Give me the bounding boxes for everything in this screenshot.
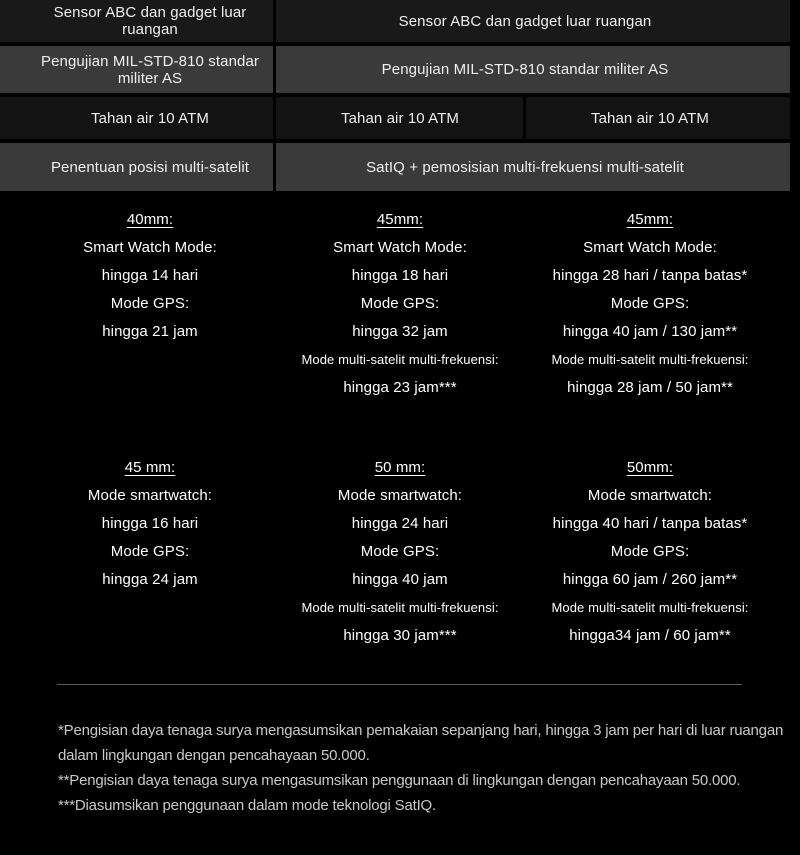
feature-row-positioning xyxy=(0,143,790,191)
battery-line: hingga 24 jam xyxy=(102,570,198,588)
footnotes xyxy=(58,718,800,818)
feature-cell: Pengujian MIL-STD-810 standar militer AS xyxy=(40,52,259,87)
battery-size-header: 40mm: xyxy=(126,210,174,228)
feature-row-water-rating xyxy=(0,97,790,139)
battery-size-header: 45mm: xyxy=(626,210,674,228)
feature-cell: Sensor ABC dan gadget luar ruangan xyxy=(398,12,652,30)
feature-cell: SatIQ + pemosisian multi-frekuensi multi-satelit xyxy=(366,158,684,176)
battery-row-2 xyxy=(0,453,800,649)
footnote-line: ***Diasumsikan penggunaan dalam mode teknologi SatIQ. xyxy=(58,797,436,814)
battery-line: Mode multi-satelit multi-frekuensi: xyxy=(301,599,499,615)
feature-cell: Sensor ABC dan gadget luar ruangan xyxy=(53,4,247,38)
battery-row-1 xyxy=(0,205,800,401)
footnote-line: *Pengisian daya tenaga surya mengasumsikan pemakaian sepanjang hari, hingga 3 jam per hari di luar ruangan xyxy=(58,722,784,739)
battery-line: hingga 14 hari xyxy=(101,266,199,284)
battery-size-header: 45 mm: xyxy=(124,458,176,476)
battery-line: hingga 28 hari / tanpa batas* xyxy=(552,266,748,284)
feature-cell: Tahan air 10 ATM xyxy=(590,109,710,127)
battery-line: hingga 32 jam xyxy=(352,322,448,340)
battery-line: Smart Watch Mode: xyxy=(333,238,467,256)
battery-line: hingga 24 hari xyxy=(351,514,449,532)
battery-cell xyxy=(25,205,275,401)
battery-line: Mode GPS: xyxy=(110,294,190,312)
feature-row-sensors xyxy=(0,0,790,42)
battery-line: Mode smartwatch: xyxy=(587,486,713,504)
feature-cell: Pengujian MIL-STD-810 standar militer AS xyxy=(381,61,669,78)
footnote-line: dalam lingkungan dengan pencahayaan 50.000. xyxy=(58,747,370,764)
battery-line: hingga 40 hari / tanpa batas* xyxy=(552,514,748,532)
battery-cell xyxy=(525,453,775,649)
battery-line: hingga 16 hari xyxy=(101,514,199,532)
feature-cell: Tahan air 10 ATM xyxy=(90,109,210,127)
battery-line: hingga 28 jam / 50 jam** xyxy=(567,378,733,396)
battery-size-header: 50 mm: xyxy=(374,458,426,476)
section-divider xyxy=(57,684,742,685)
battery-cell xyxy=(525,205,775,401)
battery-section xyxy=(0,191,800,649)
battery-line: Mode GPS: xyxy=(360,542,440,560)
cell-separator xyxy=(523,97,526,139)
battery-cell xyxy=(275,205,525,401)
battery-cell xyxy=(275,453,525,649)
battery-line: hingga 40 jam xyxy=(352,570,448,588)
cell-separator xyxy=(273,46,276,93)
cell-separator xyxy=(273,97,276,139)
feature-cell: Tahan air 10 ATM xyxy=(340,109,460,127)
battery-line: Mode GPS: xyxy=(610,294,690,312)
battery-line: Mode smartwatch: xyxy=(337,486,463,504)
battery-line: Mode GPS: xyxy=(610,542,690,560)
battery-size-header: 50mm: xyxy=(626,458,674,476)
battery-line: Mode GPS: xyxy=(360,294,440,312)
battery-line: hingga 30 jam*** xyxy=(343,626,457,644)
battery-line: Smart Watch Mode: xyxy=(83,238,217,256)
battery-line: hingga 40 jam / 130 jam** xyxy=(562,322,738,340)
footnote-line: **Pengisian daya tenaga surya mengasumsikan penggunaan di lingkungan dengan pencahayaan 50.000. xyxy=(58,772,741,789)
battery-cell xyxy=(25,453,275,649)
feature-row-milstd xyxy=(0,46,790,93)
battery-size-header: 45mm: xyxy=(376,210,424,228)
battery-line: hingga 21 jam xyxy=(102,322,198,340)
battery-line: Smart Watch Mode: xyxy=(583,238,717,256)
battery-line: hingga 60 jam / 260 jam** xyxy=(562,570,738,588)
battery-line: hingga34 jam / 60 jam** xyxy=(569,626,731,644)
battery-line: Mode multi-satelit multi-frekuensi: xyxy=(551,599,749,615)
battery-line: hingga 23 jam*** xyxy=(343,378,457,396)
battery-line: Mode GPS: xyxy=(110,542,190,560)
battery-line: Mode multi-satelit multi-frekuensi: xyxy=(301,351,499,367)
battery-line: hingga 18 hari xyxy=(351,266,449,284)
cell-separator xyxy=(273,143,276,191)
cell-separator xyxy=(273,0,276,42)
battery-line: Mode smartwatch: xyxy=(87,486,213,504)
battery-line: Mode multi-satelit multi-frekuensi: xyxy=(551,351,749,367)
feature-cell: Penentuan posisi multi-satelit xyxy=(50,158,250,176)
